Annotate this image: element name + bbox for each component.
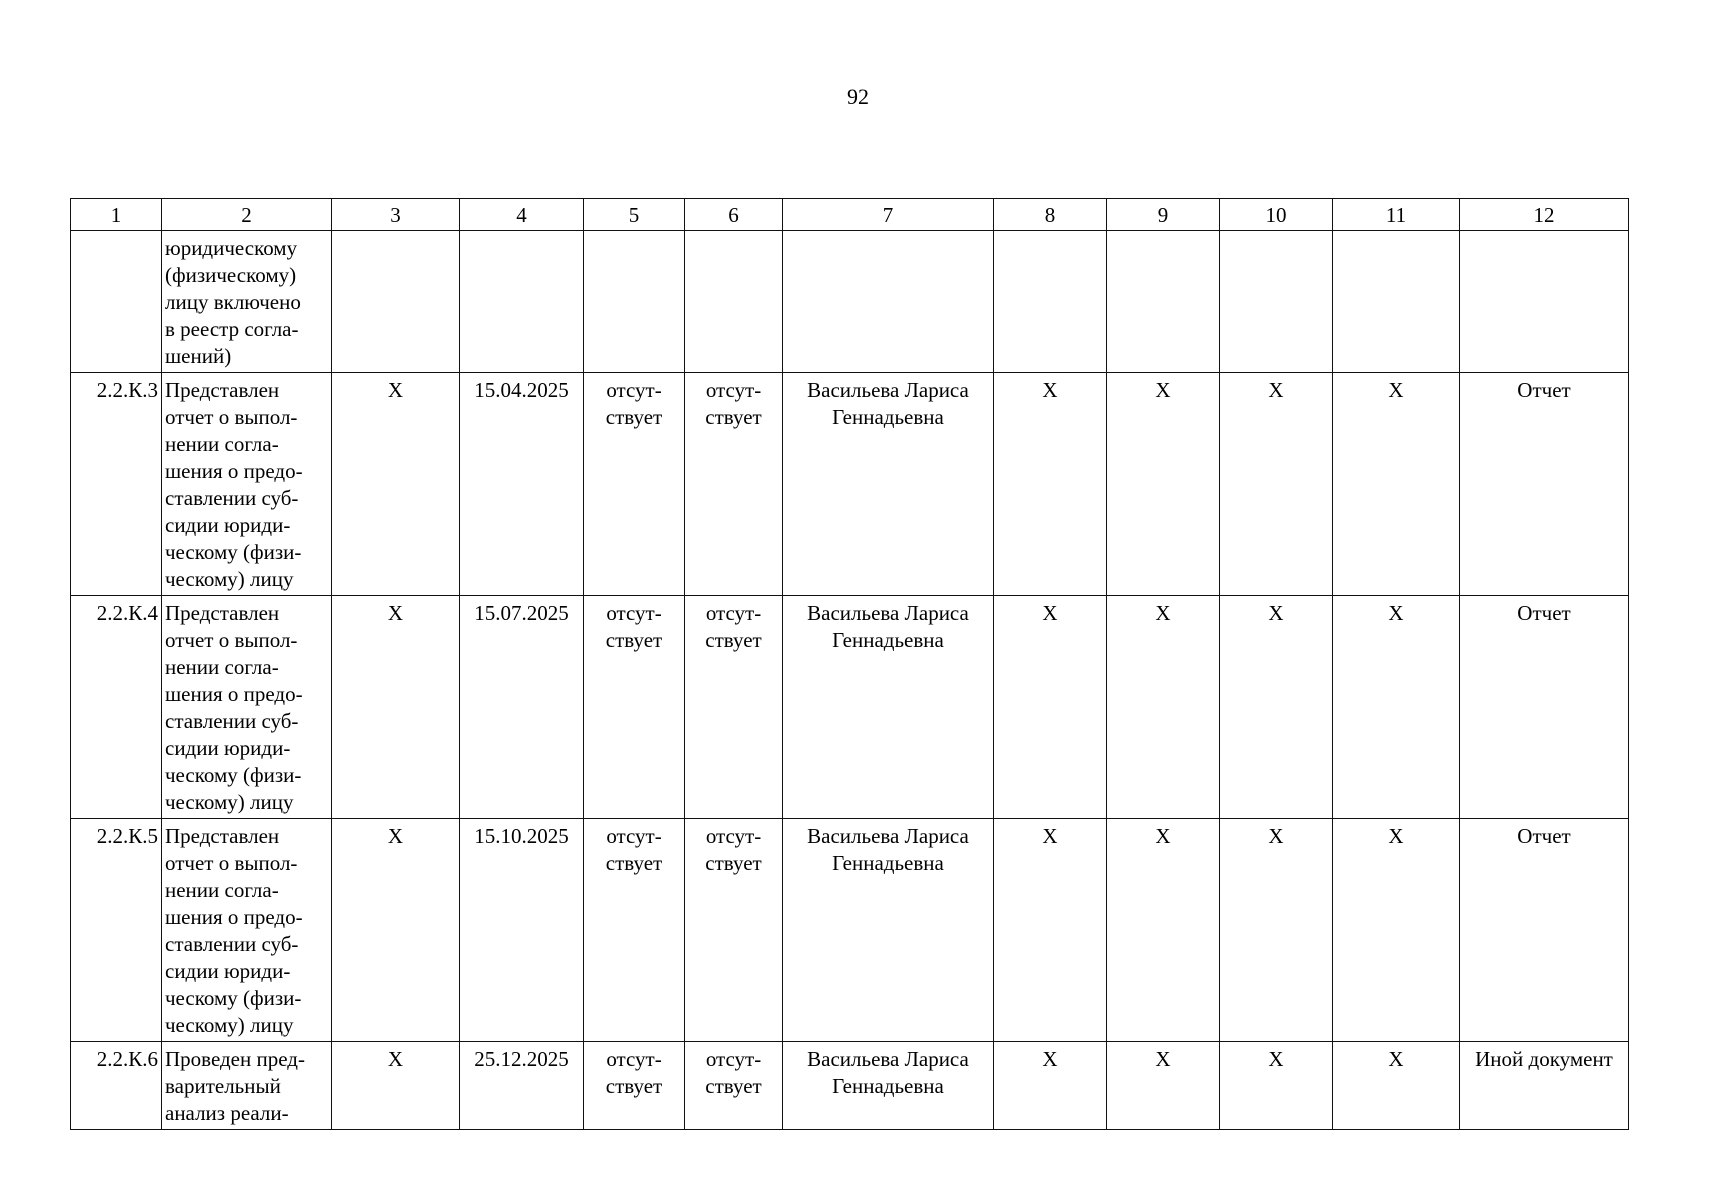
column-header: 3 bbox=[332, 199, 460, 231]
cell-col11: Х bbox=[1333, 596, 1460, 819]
continuation-row bbox=[71, 231, 1629, 373]
cell-col5: отсут- ствует bbox=[584, 1042, 685, 1130]
cell-col6: отсут- ствует bbox=[685, 1042, 783, 1130]
cell-col5: отсут- ствует bbox=[584, 819, 685, 1042]
cell-col9: Х bbox=[1107, 373, 1220, 596]
column-header: 10 bbox=[1220, 199, 1333, 231]
cell-responsible-person: Васильева Лариса Геннадьевна bbox=[783, 596, 994, 819]
cell-id bbox=[71, 231, 162, 373]
column-header: 11 bbox=[1333, 199, 1460, 231]
column-header: 7 bbox=[783, 199, 994, 231]
cell-col10: Х bbox=[1220, 596, 1333, 819]
cell-document-type: Отчет bbox=[1460, 596, 1629, 819]
cell-col5: отсут- ствует bbox=[584, 373, 685, 596]
cell-responsible-person: Васильева Лариса Геннадьевна bbox=[783, 1042, 994, 1130]
cell-col9: Х bbox=[1107, 1042, 1220, 1130]
cell-col3: Х bbox=[332, 1042, 460, 1130]
cell-col9: Х bbox=[1107, 596, 1220, 819]
cell-col3: Х bbox=[332, 373, 460, 596]
cell-col10: Х bbox=[1220, 819, 1333, 1042]
cell-col10: Х bbox=[1220, 1042, 1333, 1130]
cell-col6: отсут- ствует bbox=[685, 373, 783, 596]
cell-description: Представлен отчет о выпол- нении согла- шения о предо- ставлении суб- сидии юриди- ческому (физи- ческому) лицу bbox=[162, 596, 332, 819]
control-events-table bbox=[70, 198, 1629, 1130]
cell-document-type: Отчет bbox=[1460, 819, 1629, 1042]
cell-col9: Х bbox=[1107, 819, 1220, 1042]
cell-col11: Х bbox=[1333, 819, 1460, 1042]
cell-col10: Х bbox=[1220, 373, 1333, 596]
cell-description: Проведен пред- варительный анализ реали- bbox=[162, 1042, 332, 1130]
cell-date: 15.10.2025 bbox=[460, 819, 584, 1042]
cell-id: 2.2.К.5 bbox=[71, 819, 162, 1042]
cell-date: 25.12.2025 bbox=[460, 1042, 584, 1130]
column-header: 9 bbox=[1107, 199, 1220, 231]
cell-col6: отсут- ствует bbox=[685, 819, 783, 1042]
cell-col8: Х bbox=[994, 596, 1107, 819]
column-header: 6 bbox=[685, 199, 783, 231]
column-header: 1 bbox=[71, 199, 162, 231]
table-row bbox=[71, 819, 1629, 1042]
cell-id: 2.2.К.4 bbox=[71, 596, 162, 819]
cell-id: 2.2.К.3 bbox=[71, 373, 162, 596]
cell-document-type: Отчет bbox=[1460, 373, 1629, 596]
cell-document-type: Иной документ bbox=[1460, 1042, 1629, 1130]
cell-col6: отсут- ствует bbox=[685, 596, 783, 819]
table-row bbox=[71, 1042, 1629, 1130]
table-row bbox=[71, 373, 1629, 596]
cell-id: 2.2.К.6 bbox=[71, 1042, 162, 1130]
cell-col3: Х bbox=[332, 596, 460, 819]
column-header: 5 bbox=[584, 199, 685, 231]
cell-col8: Х bbox=[994, 819, 1107, 1042]
cell-col11: Х bbox=[1333, 1042, 1460, 1130]
cell-col5: отсут- ствует bbox=[584, 596, 685, 819]
cell-responsible-person: Васильева Лариса Геннадьевна bbox=[783, 819, 994, 1042]
column-header: 4 bbox=[460, 199, 584, 231]
page-number: 92 bbox=[847, 84, 869, 109]
header-row bbox=[71, 199, 1629, 231]
cell-col8: Х bbox=[994, 1042, 1107, 1130]
column-header: 2 bbox=[162, 199, 332, 231]
cell-date: 15.04.2025 bbox=[460, 373, 584, 596]
cell-description: Представлен отчет о выпол- нении согла- шения о предо- ставлении суб- сидии юриди- ческому (физи- ческому) лицу bbox=[162, 373, 332, 596]
column-header: 12 bbox=[1460, 199, 1629, 231]
cell-description: юридическому (физическому) лицу включено в реестр согла- шений) bbox=[162, 231, 332, 373]
table-row bbox=[71, 596, 1629, 819]
cell-description: Представлен отчет о выпол- нении согла- шения о предо- ставлении суб- сидии юриди- ческому (физи- ческому) лицу bbox=[162, 819, 332, 1042]
column-header: 8 bbox=[994, 199, 1107, 231]
cell-responsible-person: Васильева Лариса Геннадьевна bbox=[783, 373, 994, 596]
cell-date: 15.07.2025 bbox=[460, 596, 584, 819]
cell-col8: Х bbox=[994, 373, 1107, 596]
cell-col3: Х bbox=[332, 819, 460, 1042]
cell-col11: Х bbox=[1333, 373, 1460, 596]
